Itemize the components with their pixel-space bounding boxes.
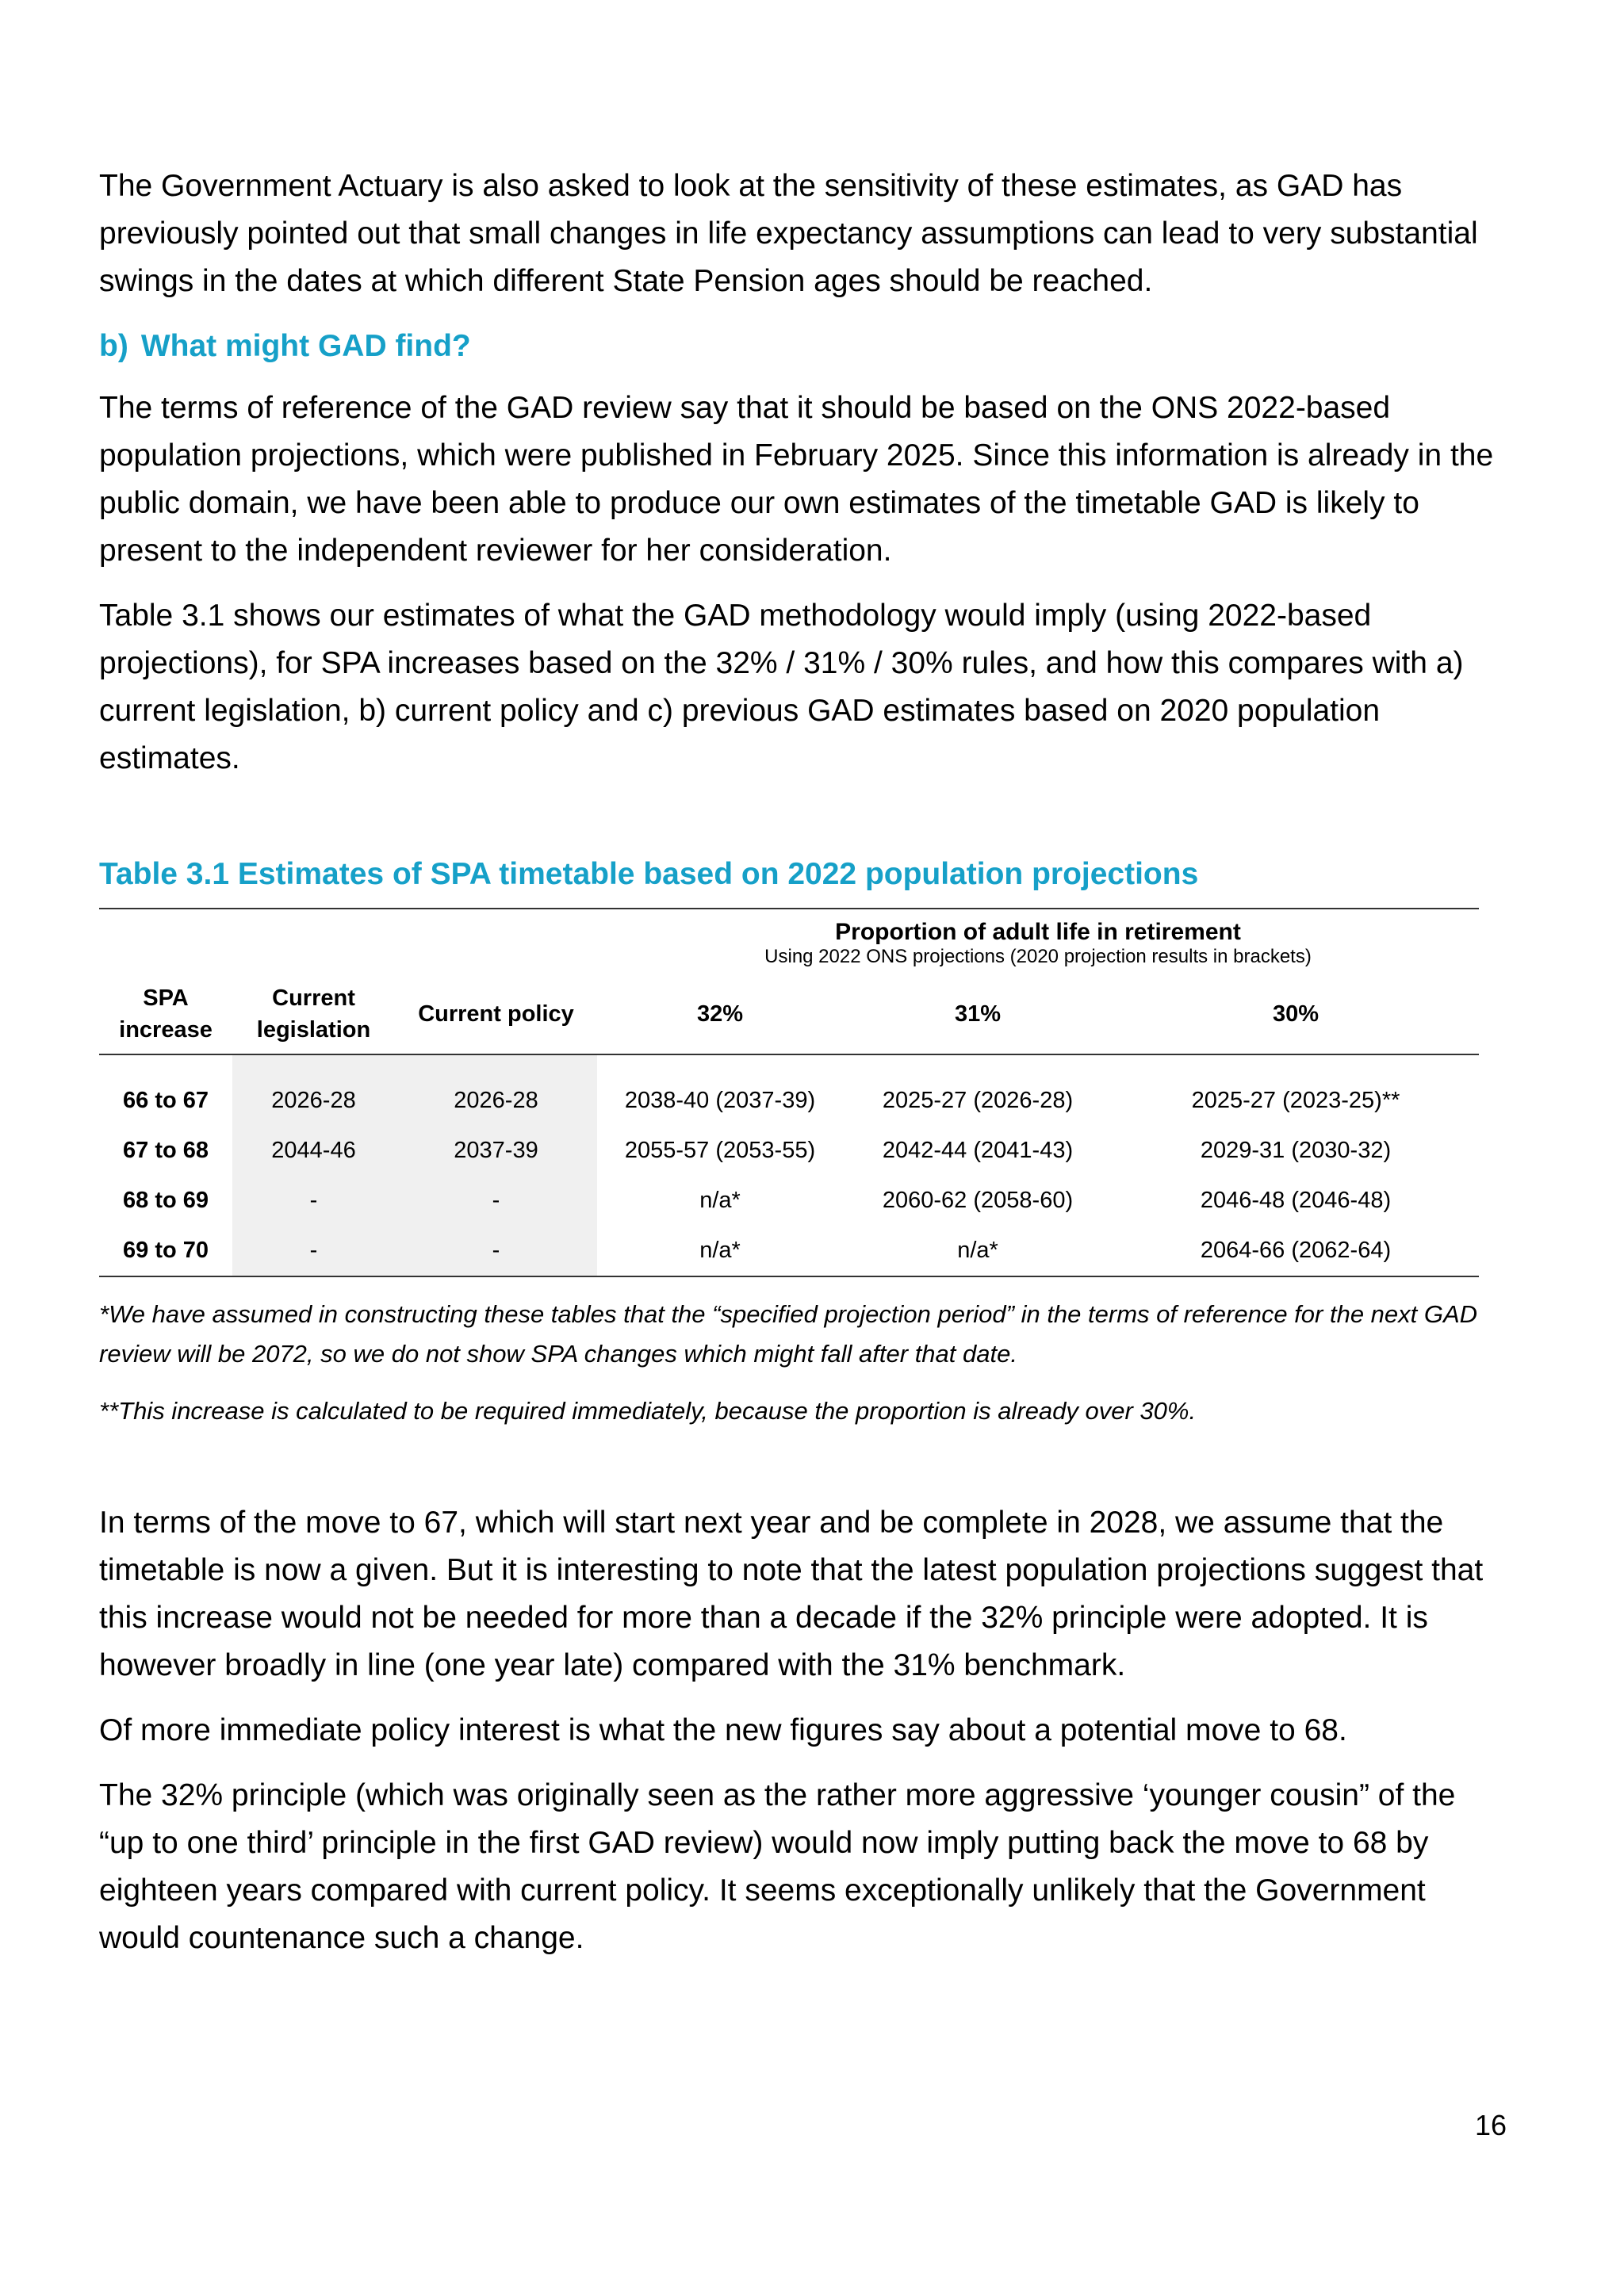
paragraph: The 32% principle (which was originally seen as the rather more aggressive ‘younger cousin” of the “up to one third’ principle in the first GAD review) would now imply putting back the move to 68 by eighteen years compared with current policy. It seems exceptionally unlikely that the Government would countenance such a change. bbox=[99, 1778, 1456, 1955]
table-cell: 2026-28 bbox=[232, 1054, 395, 1126]
table-caption: Table 3.1 Estimates of SPA timetable based on 2022 population projections bbox=[99, 857, 1199, 891]
document-page bbox=[99, 163, 1495, 1980]
row-header: 68 to 69 bbox=[123, 1188, 209, 1213]
spa-timetable-table bbox=[99, 908, 1479, 1277]
page-number: 16 bbox=[1475, 2109, 1507, 2141]
table-cell: 2044-46 bbox=[232, 1126, 395, 1176]
table-notes bbox=[99, 1295, 1495, 1431]
table-cell: 2025-27 (2026-28) bbox=[882, 1088, 1074, 1113]
table-cell: - bbox=[395, 1226, 597, 1276]
table-cell: 2046-48 (2046-48) bbox=[1200, 1188, 1392, 1213]
post-table-text bbox=[99, 1499, 1495, 1962]
group-note: Using 2022 ONS projections (2020 projection results in brackets) bbox=[764, 946, 1312, 967]
paragraph: Of more immediate policy interest is what the new figures say about a potential move to 68. bbox=[99, 1713, 1347, 1747]
table-cell: 2060-62 (2058-60) bbox=[882, 1188, 1074, 1213]
row-header: 67 to 68 bbox=[123, 1138, 209, 1163]
table-cell: 2055-57 (2053-55) bbox=[624, 1138, 816, 1163]
table-cell: 2038-40 (2037-39) bbox=[624, 1088, 816, 1113]
table-cell: n/a* bbox=[699, 1188, 741, 1213]
paragraph: Table 3.1 shows our estimates of what the GAD methodology would imply (using 2022-based projections), for SPA increases based on the 32% / 31% / 30% rules, and how this compares with a) current legislation, b) current policy and c) previous GAD estimates based on 2020 population estimates. bbox=[99, 599, 1464, 775]
section-heading bbox=[99, 323, 1495, 370]
table-cell: n/a* bbox=[597, 1226, 843, 1276]
table-row bbox=[99, 1126, 1479, 1176]
table-cell: 2025-27 (2023-25)** bbox=[1191, 1088, 1400, 1113]
table-cell: 2026-28 bbox=[395, 1054, 597, 1126]
intro-paragraph: The Government Actuary is also asked to look at the sensitivity of these estimates, as GAD has previously pointed out that small changes in life expectancy assumptions can lead to very substantial swings in the dates at which different State Pension ages should be reached. bbox=[99, 169, 1478, 298]
paragraph: The terms of reference of the GAD review say that it should be based on the ONS 2022-based population projections, which were published in February 2025. Since this information is already in the public domain, we have been able to produce our own estimates of the timetable GAD is likely to present to the independent reviewer for her consideration. bbox=[99, 391, 1494, 568]
section-title: What might GAD find? bbox=[140, 329, 471, 363]
column-header: Current legislation bbox=[232, 974, 395, 1054]
paragraph: In terms of the move to 67, which will start next year and be complete in 2028, we assume that the timetable is now a given. But it is interesting to note that the latest population projections suggest that this increase would not be needed for more than a decade if the 32% principle were adopted. It is however broadly in line (one year late) compared with the 31% benchmark. bbox=[99, 1506, 1484, 1682]
table-row bbox=[99, 1054, 1479, 1126]
column-header: 32% bbox=[597, 974, 843, 1054]
table-header-row bbox=[99, 974, 1479, 1054]
column-header: SPA increase bbox=[99, 974, 232, 1054]
column-header: 30% bbox=[1113, 974, 1479, 1054]
table-cell: - bbox=[232, 1176, 395, 1226]
column-header: Current policy bbox=[395, 974, 597, 1054]
table-cell: 2064-66 (2062-64) bbox=[1113, 1226, 1479, 1276]
table-cell: 2042-44 (2041-43) bbox=[882, 1138, 1074, 1163]
table-footnote: *We have assumed in constructing these tables that the “specified projection period” in the terms of reference for the next GAD review will be 2072, so we do not show SPA changes which might fall after that date. bbox=[99, 1300, 1478, 1368]
table-row bbox=[99, 1226, 1479, 1276]
table-cell: - bbox=[232, 1226, 395, 1276]
table-row bbox=[99, 1176, 1479, 1226]
table-footnote: **This increase is calculated to be required immediately, because the proportion is already over 30%. bbox=[99, 1397, 1197, 1425]
row-header: 69 to 70 bbox=[99, 1226, 232, 1276]
section-letter: b) bbox=[99, 329, 128, 363]
column-header: 31% bbox=[843, 974, 1113, 1054]
table-cell: - bbox=[395, 1176, 597, 1226]
group-title: Proportion of adult life in retirement bbox=[835, 919, 1241, 945]
table-cell: 2037-39 bbox=[395, 1126, 597, 1176]
table-cell: 2029-31 (2030-32) bbox=[1200, 1138, 1392, 1163]
table-cell: n/a* bbox=[843, 1226, 1113, 1276]
row-header: 66 to 67 bbox=[123, 1088, 209, 1113]
